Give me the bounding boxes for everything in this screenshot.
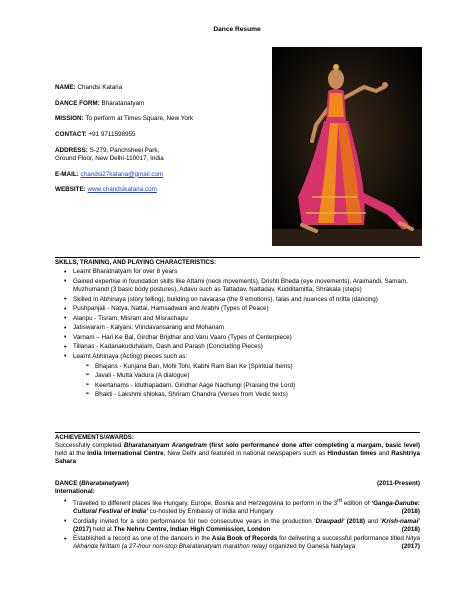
text-run: , New Delhi and featured in national newspapers such as — [163, 450, 328, 458]
skills-heading: SKILLS, TRAINING, AND PLAYING CHARACTERISTICS: — [55, 259, 217, 266]
text-run: organized by Ganesa Natylaya — [267, 543, 356, 551]
list-item — [64, 535, 420, 551]
text-run: Asia Book of Records — [211, 535, 278, 543]
list-item: • Gained expertise in foundation skills like Attami (neck movements), Drishti Bheda (eye movements), Araimandi, Samam, Muzhumandi (3 basic body postures), Adavu such as Tattadav, Nattadav, Kudditamitta, Shrakala (steps) — [64, 278, 420, 294]
website-label: WEBSITE: — [55, 186, 86, 194]
skills-list — [64, 268, 420, 399]
text-run: Bharatanatyam — [81, 480, 127, 487]
dance-form-line — [55, 100, 275, 108]
text-run: Draupadi — [315, 517, 343, 525]
dance-list — [64, 498, 420, 552]
text-run: held at the — [55, 450, 88, 458]
text-run: ) — [126, 480, 129, 487]
email-label: E-MAIL: — [55, 170, 79, 178]
abhinaya-intro: Learnt Abhinaya (Acting) pieces such as: — [73, 352, 188, 360]
text-run: Hindustan times — [327, 450, 377, 458]
dance-heading — [55, 480, 129, 487]
achievements-paragraph — [55, 442, 420, 467]
international-subheading: International: — [55, 488, 95, 496]
text-run: edition of — [341, 499, 372, 507]
text-run: held at — [91, 525, 114, 533]
phone-value: +91 9711598955 — [88, 131, 136, 139]
contact-label: CONTACT: — [55, 131, 87, 139]
text-run: for delivering a successful performance titled — [277, 535, 406, 543]
text-run: ‘Ganga-Danube: Cultural Festival of India’ — [73, 499, 420, 515]
section-divider — [55, 257, 420, 258]
mission-value: To perform at Times Square, New York — [85, 115, 194, 123]
dancer-illustration — [272, 47, 422, 246]
text-run: Travelled to different places like Hungary, Europe, Bosnia and Herzegovina to perform in the 3 — [73, 499, 338, 507]
name-label: NAME: — [55, 84, 76, 91]
list-item: • Pushpanjali - Natya, Nattai, Hamsadwani and Arabhi (Types of Peace) — [64, 305, 420, 313]
abhinaya-list — [85, 363, 420, 400]
address-label: ADDRESS: — [55, 146, 88, 154]
list-item: • Learnt Bharatnatyam for over 8 years — [64, 268, 420, 276]
text-run: rd — [337, 497, 342, 504]
address-line-2: Ground Floor, New Delhi-110017, India — [55, 154, 164, 162]
page-title: Dance Resume — [213, 26, 261, 33]
text-run: Rashtriya Sahara — [55, 450, 420, 466]
text-run: DANCE ( — [55, 480, 82, 487]
sub-list-item: ➢ Keertanams - Iduthapadam, Giridhar Aage Nachungi (Praising the Lord) — [85, 382, 420, 390]
email-link[interactable]: chandsi27kataria@gmail.com — [80, 170, 164, 178]
email-line — [55, 171, 275, 179]
text-run: margam — [356, 441, 382, 449]
sub-list-item: ➢ Javali - Mutta Vadura (A dialogue) — [85, 372, 420, 380]
mission-line — [55, 115, 275, 123]
list-item — [64, 498, 420, 516]
contact-line — [55, 131, 275, 139]
list-item: • Jatiswaram - Kalyani, Vrindavansarang and Mohanam — [64, 324, 420, 332]
list-item: • Alaripu - Tisram, Misram and Misrachapu — [64, 315, 420, 323]
text-run: Successfully completed — [55, 441, 124, 449]
entry-year: (2018) — [401, 525, 420, 533]
mission-label: MISSION: — [55, 115, 84, 123]
text-run: co-hosted by Embassy of India and Hungary — [147, 508, 274, 515]
list-item: • Tillanas - Kadanakuduhalam, Dash and Parash (Concluding Pieces) — [64, 343, 420, 351]
entry-year: (2017) — [401, 543, 420, 551]
dance-heading-row — [55, 480, 420, 488]
text-run: ’ (2017) — [73, 517, 420, 533]
dance-form-label: DANCE FORM: — [55, 99, 100, 107]
text-run: India International Centre — [87, 450, 164, 458]
dance-form-value: Bharatanatyam — [101, 99, 145, 107]
text-run: ’ (2018) — [342, 517, 366, 525]
sub-list-item: ➢ Bhakti - Lakshmi shlokas, Shriram Chandra (Verses from Vedic texts) — [85, 391, 420, 399]
sub-list-item: ➢ Bhajans - Kunjana Ban, Mohi Tohi, Kabhi Ram Ban Ke (Spiritual Items) — [85, 363, 420, 371]
website-line — [55, 186, 275, 194]
address-line-1: S-279, Panchsheel Park, — [89, 146, 160, 154]
name-line — [55, 84, 275, 92]
skills-section — [55, 259, 420, 399]
text-run: (first solo performance done after completing a — [206, 441, 357, 449]
text-run: Bharatanatyam Arangetram — [123, 441, 207, 449]
achievements-heading: ACHIEVEMENTS/AWARDS: — [55, 434, 134, 441]
text-run: Krish-namai — [381, 517, 419, 525]
list-item — [64, 353, 420, 399]
list-item — [64, 518, 420, 534]
dancer-photo — [272, 47, 422, 246]
text-run: and — [376, 450, 392, 458]
name-value: Chandsi Kataria — [77, 84, 123, 91]
text-run: , basic level) — [381, 441, 421, 449]
text-run: and ‘ — [365, 517, 382, 525]
text-run: The Nehru Centre, Indian High Commission, London — [113, 525, 271, 533]
list-item: • Varnam – Hari Ke Bal, Girdhar Brijdhar and Varu Vaaro (Types of Centerpiece) — [64, 334, 420, 342]
address-line — [55, 147, 275, 163]
text-run: Established a record as one of the dancers in the — [73, 535, 212, 543]
achievements-section — [55, 434, 420, 466]
entry-year: (2018) — [401, 508, 420, 515]
dance-period: (2011-Present) — [376, 480, 420, 487]
website-link[interactable]: www.chandsikataria.com — [87, 186, 157, 194]
section-divider — [55, 432, 420, 433]
text-run: Cordially invited for a solo performance for two consecutive years in the production ‘ — [73, 517, 316, 525]
contact-info — [55, 84, 275, 202]
text-run: Nitya Akhanda Nrittam (a 27-hour non-stop Bharatanatyam marathon relay) — [73, 535, 420, 551]
list-item: • Skilled in Abhinaya (story telling), building on navarasa (the 9 emotions), talas and nuances of nritta (dancing) — [64, 296, 420, 304]
dance-section — [55, 480, 420, 552]
